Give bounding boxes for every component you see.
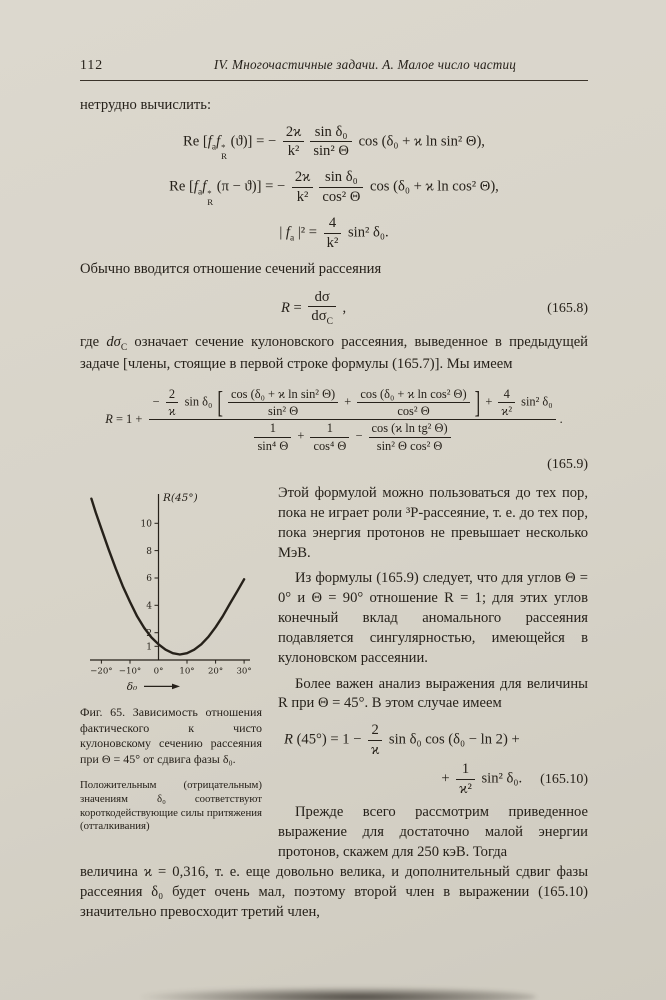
eq-var-f: f [207,133,212,150]
eq-text: Re [ [169,179,194,196]
eq-text: |² = [294,224,321,241]
x-tick-label-m10: −10° [118,666,142,677]
paragraph-r45-intro: Более важен анализ выражения для величины R при Θ = 45°. В этом случае имеем [278,675,588,712]
eq-text: (45°) = 1 − [292,731,366,748]
fraction: $\frac{\text{sin δ₀}}{\text{cos² Θ}}$ [319,169,363,206]
paragraph-intro: нетрудно вычислить: [80,96,212,113]
y-tick-label-10: 10 [140,519,152,530]
y-tick-label-1: 1 [146,642,152,653]
y-tick-label-6: 6 [146,574,152,585]
eq-var-R: R [284,731,293,748]
arrow-right-icon [144,684,180,690]
y-axis-ticks [155,523,159,646]
figure-65 [80,484,262,863]
x-tick-label-10: 10° [179,666,195,677]
eq-text: = 1 + [112,411,146,426]
eq-sub-a: a [211,142,217,153]
eq-165-8-body [80,289,547,329]
fraction: $\frac{1}{\text{cos⁴ Θ}}$ [310,421,349,453]
eq-sub-a: a [197,187,203,198]
y-tick-label-4: 4 [146,601,152,612]
right-text-column [278,484,588,863]
two-column-layout [80,484,588,863]
page-number: 112 [80,57,104,72]
eq-text: sin δ₀ cos (δ₀ − ln 2) + [385,731,520,748]
right-bracket: ] [474,384,481,421]
eq-text: cos (δ₀ + ϰ ln sin² Θ), [354,133,485,150]
y-axis-label: R(45°) [163,492,198,505]
fraction: $\frac{1}{\text{sin⁴ Θ}}$ [254,421,291,453]
equation-165-8 [80,289,588,329]
x-tick-label-m20: −20° [90,666,113,677]
equation-165-10 [278,722,588,797]
paragraph-limits: Из формулы (165.9) следует, что для углов Θ = 0° и Θ = 90° отношение R = 1; для этих углов конечный вклад аномального рассеяния подавляется сингулярностью, имеющейся в кулоновском рассеянии. [278,570,588,666]
scan-smudge [140,987,536,1000]
eq-text: = [289,299,306,316]
eq-text: Re [ [183,133,208,150]
fraction: $\frac{2ϰ}{\text{k²}}$ [283,124,304,161]
paragraph-where: где $d\sigma_C$ означает сечение кулоновского рассеяния, выведенное в предыдущей задаче [члены, стоящие в первой строке формулы (165.7)]. Мы имеем [80,334,588,373]
left-bracket: [ [217,384,223,421]
figure-65-graph [82,488,260,696]
eq-var-dsigma: dσ [106,334,121,351]
equation-re-fafr-theta [80,124,588,162]
fraction: $\frac{d\sigma}{d\sigma_C}$ [308,289,336,329]
paragraph-bottom: величина ϰ = 0,316, т. е. еще довольно велика, и дополнительный сдвиг фазы рассеяния δ₀ будет очень мал, поэтому второй член в выражении (165.10) значительно превосходит третий член, [80,863,588,920]
equation-165-9 [80,384,588,453]
eq-text: (ϑ)] = − [226,133,280,150]
fraction: $\frac{2}{ϰ}$ [166,387,179,419]
eq-text: . [559,411,563,426]
x-axis-label: δ₀ [126,681,138,694]
equation-tag: (165.8) [547,300,588,316]
page-header [80,56,588,81]
eq-text: cos (δ₀ + ϰ ln cos² Θ), [366,179,499,196]
paragraph-ratio-intro: Обычно вводится отношение сечений рассеяния [80,260,382,277]
eq-star: * [221,142,226,153]
eq-var-f: f [193,179,198,196]
eq-165-10-line2 [278,761,588,798]
eq-var-f: f [285,224,290,241]
eq-sub-C: C [120,343,128,354]
eq-var-f: f [202,179,207,196]
eq-165-10-line1 [284,722,588,759]
eq-text: (π − ϑ)] = − [213,179,289,196]
x-tick-label-30: 30° [236,666,252,677]
x-tick-label-20: 20° [207,666,224,677]
x-tick-label-0: 0° [153,666,164,677]
r45-curve [91,499,244,655]
y-tick-label-8: 8 [146,546,152,557]
fraction: $\frac{4}{\text{k²}}$ [324,215,342,252]
eq-sub-C: C [326,317,333,328]
paragraph-low-energy: Прежде всего рассмотрим приведенное выражение для достаточно малой энергии протонов, скажем для 250 кэВ. Тогда [278,804,588,861]
equation-re-fafr-pi-theta [80,169,588,207]
fraction: $\frac{\text{cos (δ₀ + ϰ ln cos² Θ)}}{\text{cos² Θ}}$ [357,387,469,419]
eq-star: * [207,187,212,198]
eq-sub-R: R [207,197,214,208]
paragraph-validity: Этой формулой можно пользоваться до тех пор, пока не играет роли ³P-рассеяние, т. е. до тех пор, пока энергия протонов не превышает несколько МэВ. [278,485,588,561]
equation-fa-squared [80,215,588,252]
eq-text: sin² δ₀. [344,224,389,241]
fraction: $\frac{1}{\text{ϰ²}}$ [456,761,475,798]
running-title: IV. Многочастичные задачи. А. Малое число частиц [213,57,517,72]
big-fraction: − $\frac{2}{ϰ}$ sin δ₀ [ $\frac{\text{cos (δ₀ + ϰ ln sin² Θ)}}{\text{sin² Θ}}$ + $\frac{\text{cos (δ₀ + ϰ ln cos² Θ)}}{\text{cos² Θ}}$ ] + $\frac{4}{\text{ϰ²}}$ sin² δ₀ $\frac{1}{\text{sin⁴ Θ}}$ + $\frac{1}{\text{cos⁴ Θ}}$ − $\frac{\text{cos (ϰ ln tg² Θ)}}{\text{sin² Θ cos² Θ}}$ [149,387,555,453]
eq-var-R: R [280,299,290,316]
eq-sub-R: R [221,151,227,162]
fraction: $\frac{\text{cos (ϰ ln tg² Θ)}}{\text{sin² Θ cos² Θ}}$ [369,421,451,453]
y-tick-label-2: 2 [146,628,152,639]
eq-var-R: R [105,411,113,426]
eq-text: , [338,299,347,316]
fraction: $\frac{\text{sin δ₀}}{\text{sin² Θ}}$ [310,124,352,161]
fraction: $\frac{4}{\text{ϰ²}}$ [498,387,515,419]
eq-165-10-line2-body: + $\frac{1}{\text{ϰ²}}$ sin² δ₀. [441,760,523,797]
equation-block-re [80,124,588,252]
eq-sub-a: a [289,233,295,244]
equation-tag: (165.9) [547,456,588,472]
equation-165-9-tag-row [80,455,588,474]
eq-text: | [279,224,286,241]
fraction: $\frac{\text{cos (δ₀ + ϰ ln sin² Θ)}}{\text{sin² Θ}}$ [228,387,338,419]
fraction: $\frac{2}{ϰ}$ [368,722,382,759]
eq-var-f: f [216,133,221,150]
figure-caption: Фиг. 65. Зависимость отношения фактического к чисто кулоновскому сечению рассеяния при Θ = 45° от сдвига фазы δ₀. [80,705,262,766]
fraction: $\frac{2ϰ}{\text{k²}}$ [292,169,313,206]
equation-tag: (165.10) [540,771,588,787]
figure-caption-note: Положительным (отрицательным) значениям δ₀ соответствуют короткодействующие силы притяжения (отталкивания) [80,779,262,833]
